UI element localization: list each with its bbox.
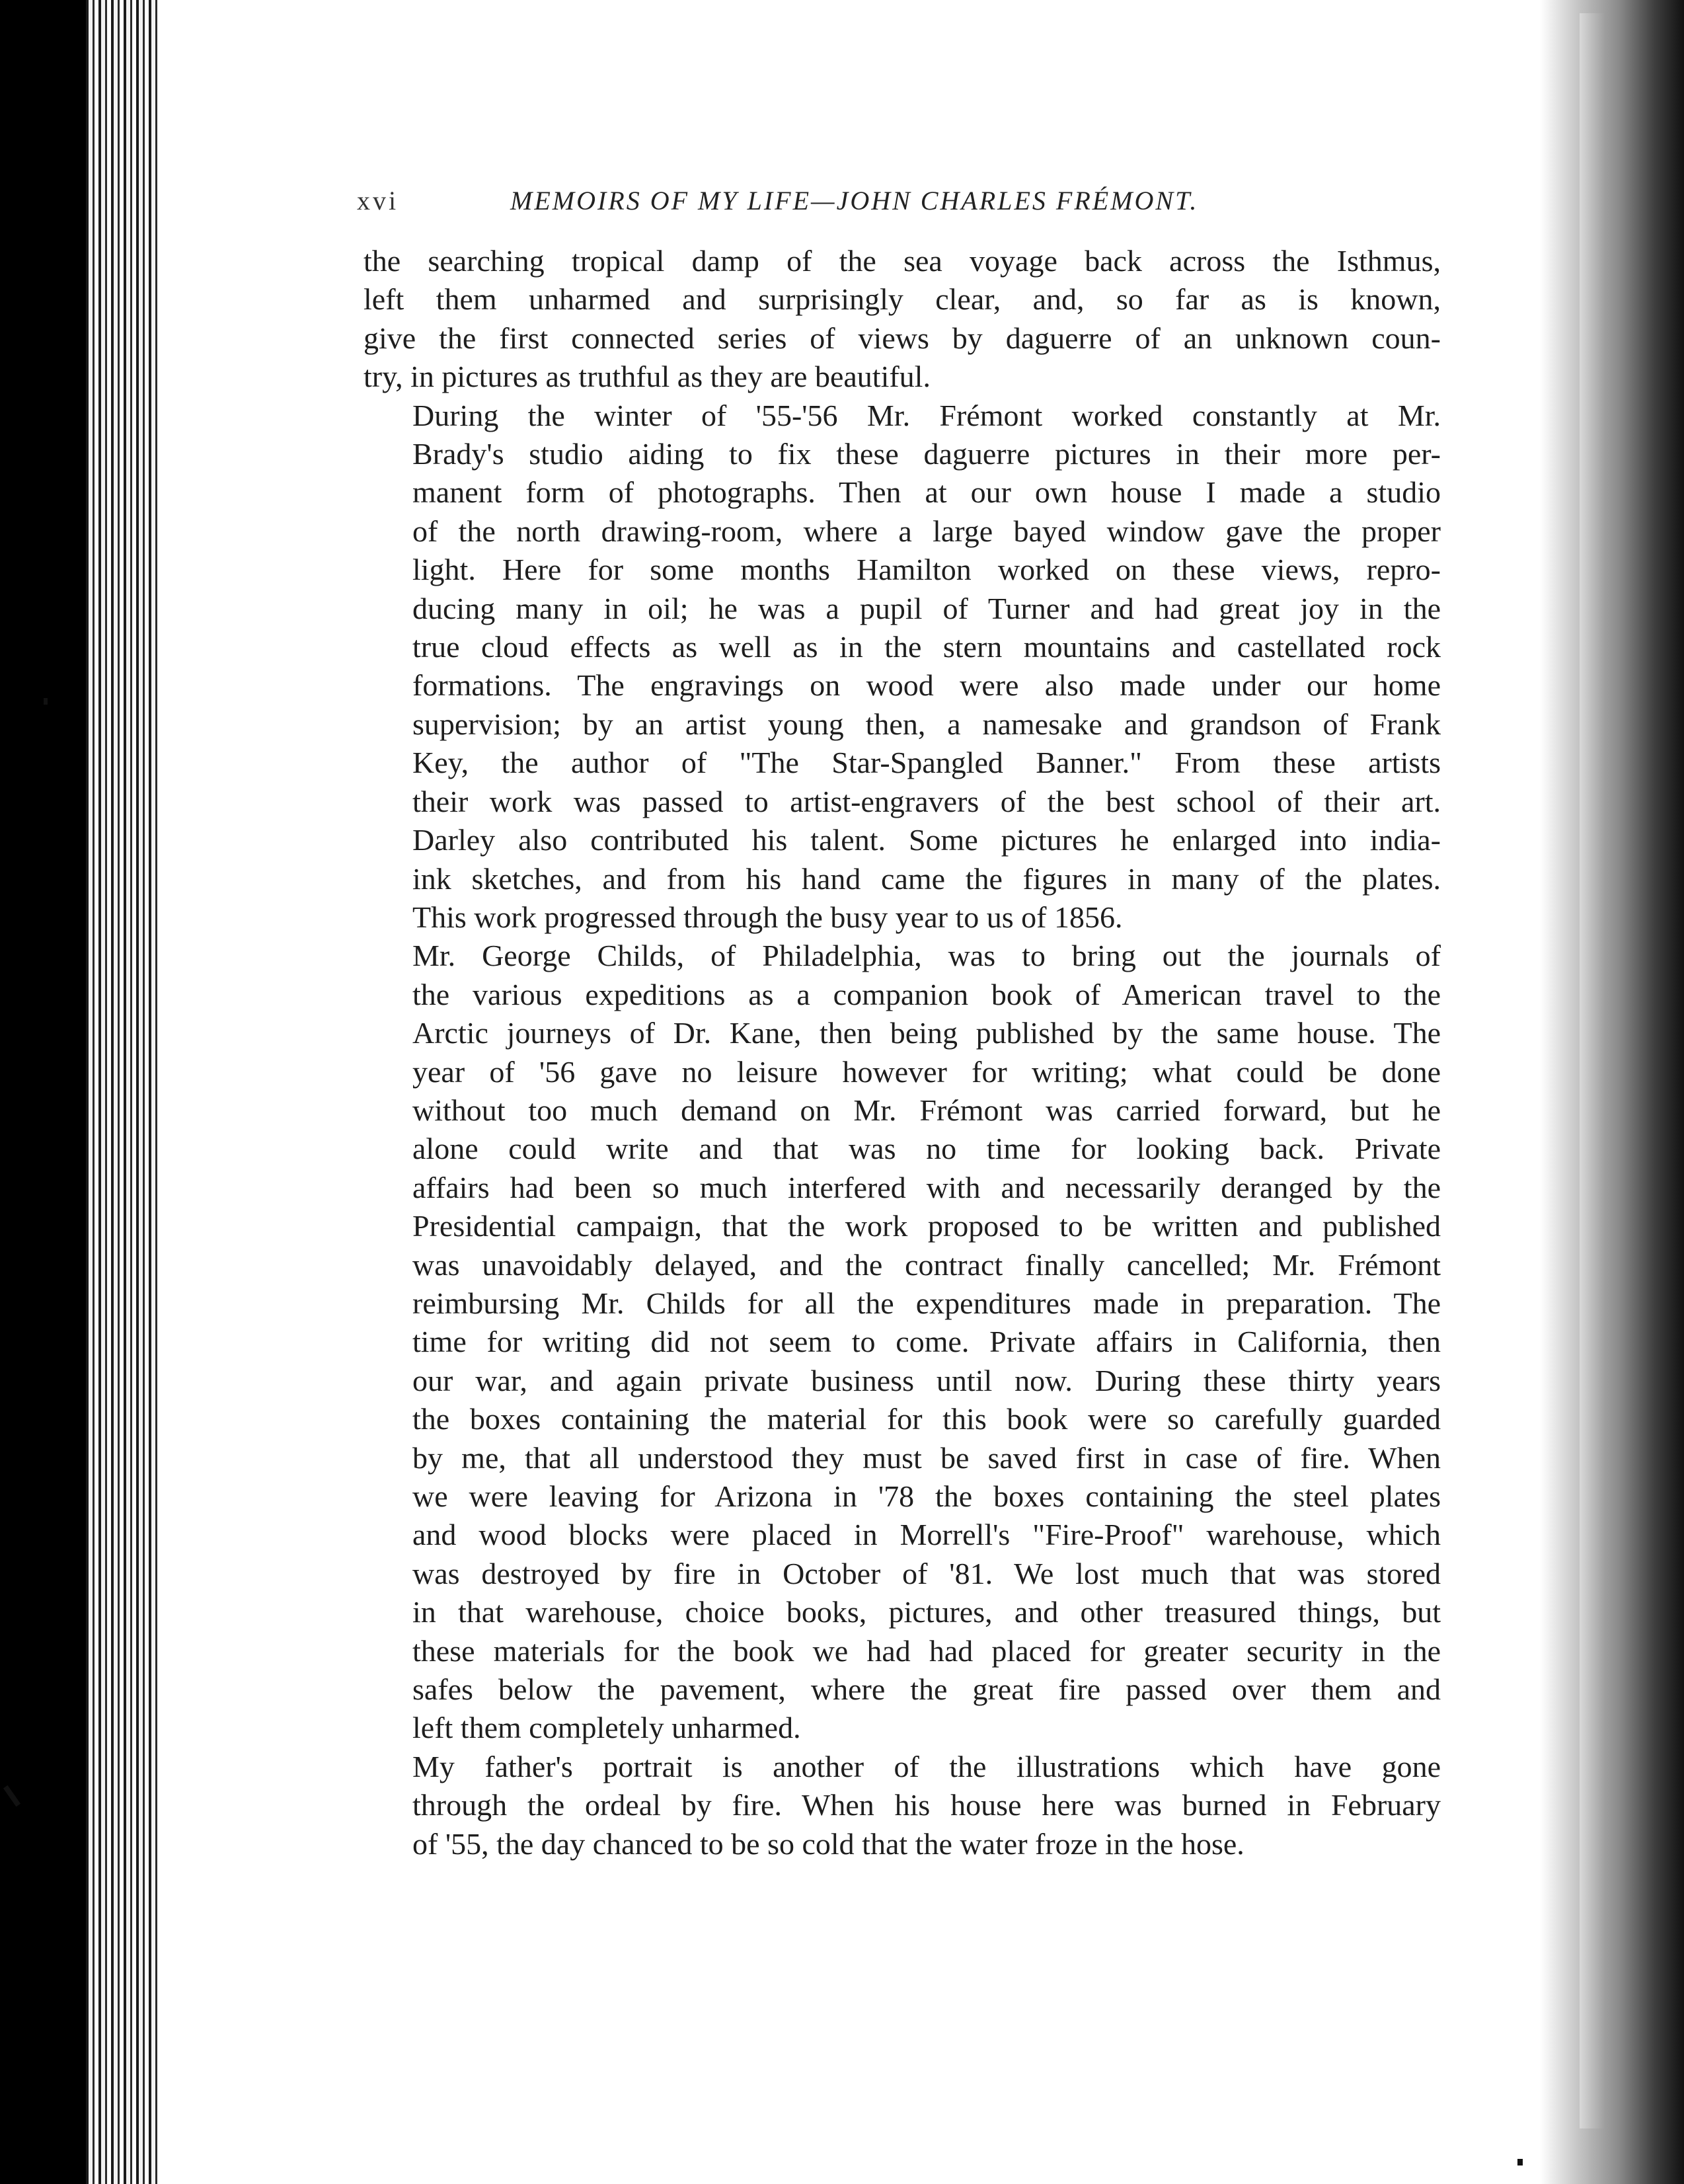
text-line: the searching tropical damp of the sea voyage back across the Isthmus,	[364, 244, 1441, 278]
text-line: our war, and again private business until now. During these thirty years	[412, 1363, 1441, 1397]
text-line: through the ordeal by fire. When his house here was burned in February	[412, 1788, 1441, 1822]
text-line: Darley also contributed his talent. Some pictures he enlarged into india-	[412, 823, 1441, 857]
text-line: formations. The engravings on wood were also made under our home	[412, 668, 1441, 703]
text-line: ink sketches, and from his hand came the figures in many of the plates.	[412, 861, 1441, 896]
page-edges	[86, 0, 162, 2184]
text-line: without too much demand on Mr. Frémont was carried forward, but he	[412, 1093, 1441, 1127]
text-line: time for writing did not seem to come. Private affairs in California, then	[412, 1325, 1441, 1359]
text-line: Arctic journeys of Dr. Kane, then being published by the same house. The	[412, 1016, 1441, 1050]
text-line: and wood blocks were placed in Morrell's "Fire-Proof" warehouse, which	[412, 1518, 1441, 1552]
page-number: xvi	[357, 186, 399, 215]
text-line: try, in pictures as truthful as they are beautiful.	[364, 360, 931, 394]
facing-page-edge	[1580, 13, 1606, 2128]
text-line: manent form of photographs. Then at our own house I made a studio	[412, 475, 1441, 510]
text-line: was destroyed by fire in October of '81. We lost much that was stored	[412, 1556, 1441, 1590]
text-line: in that warehouse, choice books, pictures, and other treasured things, but	[412, 1595, 1441, 1629]
body-text	[364, 242, 1441, 1863]
text-line: reimbursing Mr. Childs for all the expenditures made in preparation. The	[412, 1286, 1441, 1320]
text-line: safes below the pavement, where the great fire passed over them and	[412, 1672, 1441, 1707]
paragraph	[364, 242, 1441, 397]
scan-speck	[3, 1785, 20, 1807]
text-line: alone could write and that was no time for looking back. Private	[412, 1132, 1441, 1166]
text-line: the various expeditions as a companion book of American travel to the	[412, 977, 1441, 1011]
text-line: My father's portrait is another of the illustrations which have gone	[412, 1749, 1441, 1783]
scan-speck	[44, 698, 48, 705]
text-line: Brady's studio aiding to fix these daguerre pictures in their more per-	[412, 437, 1441, 471]
text-line: true cloud effects as well as in the stern mountains and castellated rock	[412, 630, 1441, 664]
text-line: we were leaving for Arizona in '78 the boxes containing the steel plates	[412, 1479, 1441, 1513]
text-line: of the north drawing-room, where a large bayed window gave the proper	[412, 514, 1441, 548]
text-line: Key, the author of "The Star-Spangled Banner." From these artists	[412, 746, 1441, 780]
text-line: ducing many in oil; he was a pupil of Turner and had great joy in the	[412, 591, 1441, 625]
text-line: give the first connected series of views by daguerre of an unknown coun-	[364, 321, 1441, 355]
running-header	[357, 178, 1375, 225]
text-line: affairs had been so much interfered with and necessarily deranged by the	[412, 1170, 1441, 1204]
scan-speck	[1517, 2159, 1523, 2165]
text-line: Mr. George Childs, of Philadelphia, was to bring out the journals of	[412, 939, 1441, 973]
text-line: During the winter of '55-'56 Mr. Frémont worked constantly at Mr.	[412, 398, 1441, 432]
text-line: these materials for the book we had had placed for greater security in the	[412, 1633, 1441, 1668]
text-line: left them unharmed and surprisingly clear, and, so far as is known,	[364, 282, 1441, 317]
text-line: supervision; by an artist young then, a namesake and grandson of Frank	[412, 707, 1441, 741]
running-title: MEMOIRS OF MY LIFE—JOHN CHARLES FRÉMONT.	[510, 186, 1199, 215]
text-line: of '55, the day chanced to be so cold that the water froze in the hose.	[412, 1826, 1244, 1861]
text-line: Presidential campaign, that the work proposed to be written and published	[412, 1209, 1441, 1243]
text-line: year of '56 gave no leisure however for writing; what could be done	[412, 1054, 1441, 1089]
text-line: their work was passed to artist-engravers of the best school of their art.	[412, 784, 1441, 818]
text-line: This work progressed through the busy year to us of 1856.	[412, 900, 1123, 934]
text-line: light. Here for some months Hamilton worked on these views, repro-	[412, 553, 1441, 587]
text-line: by me, that all understood they must be saved first in case of fire. When	[412, 1440, 1441, 1475]
text-line: left them completely unharmed.	[412, 1711, 801, 1745]
text-line: was unavoidably delayed, and the contract finally cancelled; Mr. Frémont	[412, 1247, 1441, 1282]
paragraph	[364, 1748, 1441, 1863]
paragraph	[364, 937, 1441, 1748]
text-line: the boxes containing the material for this book were so carefully guarded	[412, 1402, 1441, 1436]
paragraph	[364, 397, 1441, 937]
gutter-shadow	[1540, 0, 1684, 2184]
